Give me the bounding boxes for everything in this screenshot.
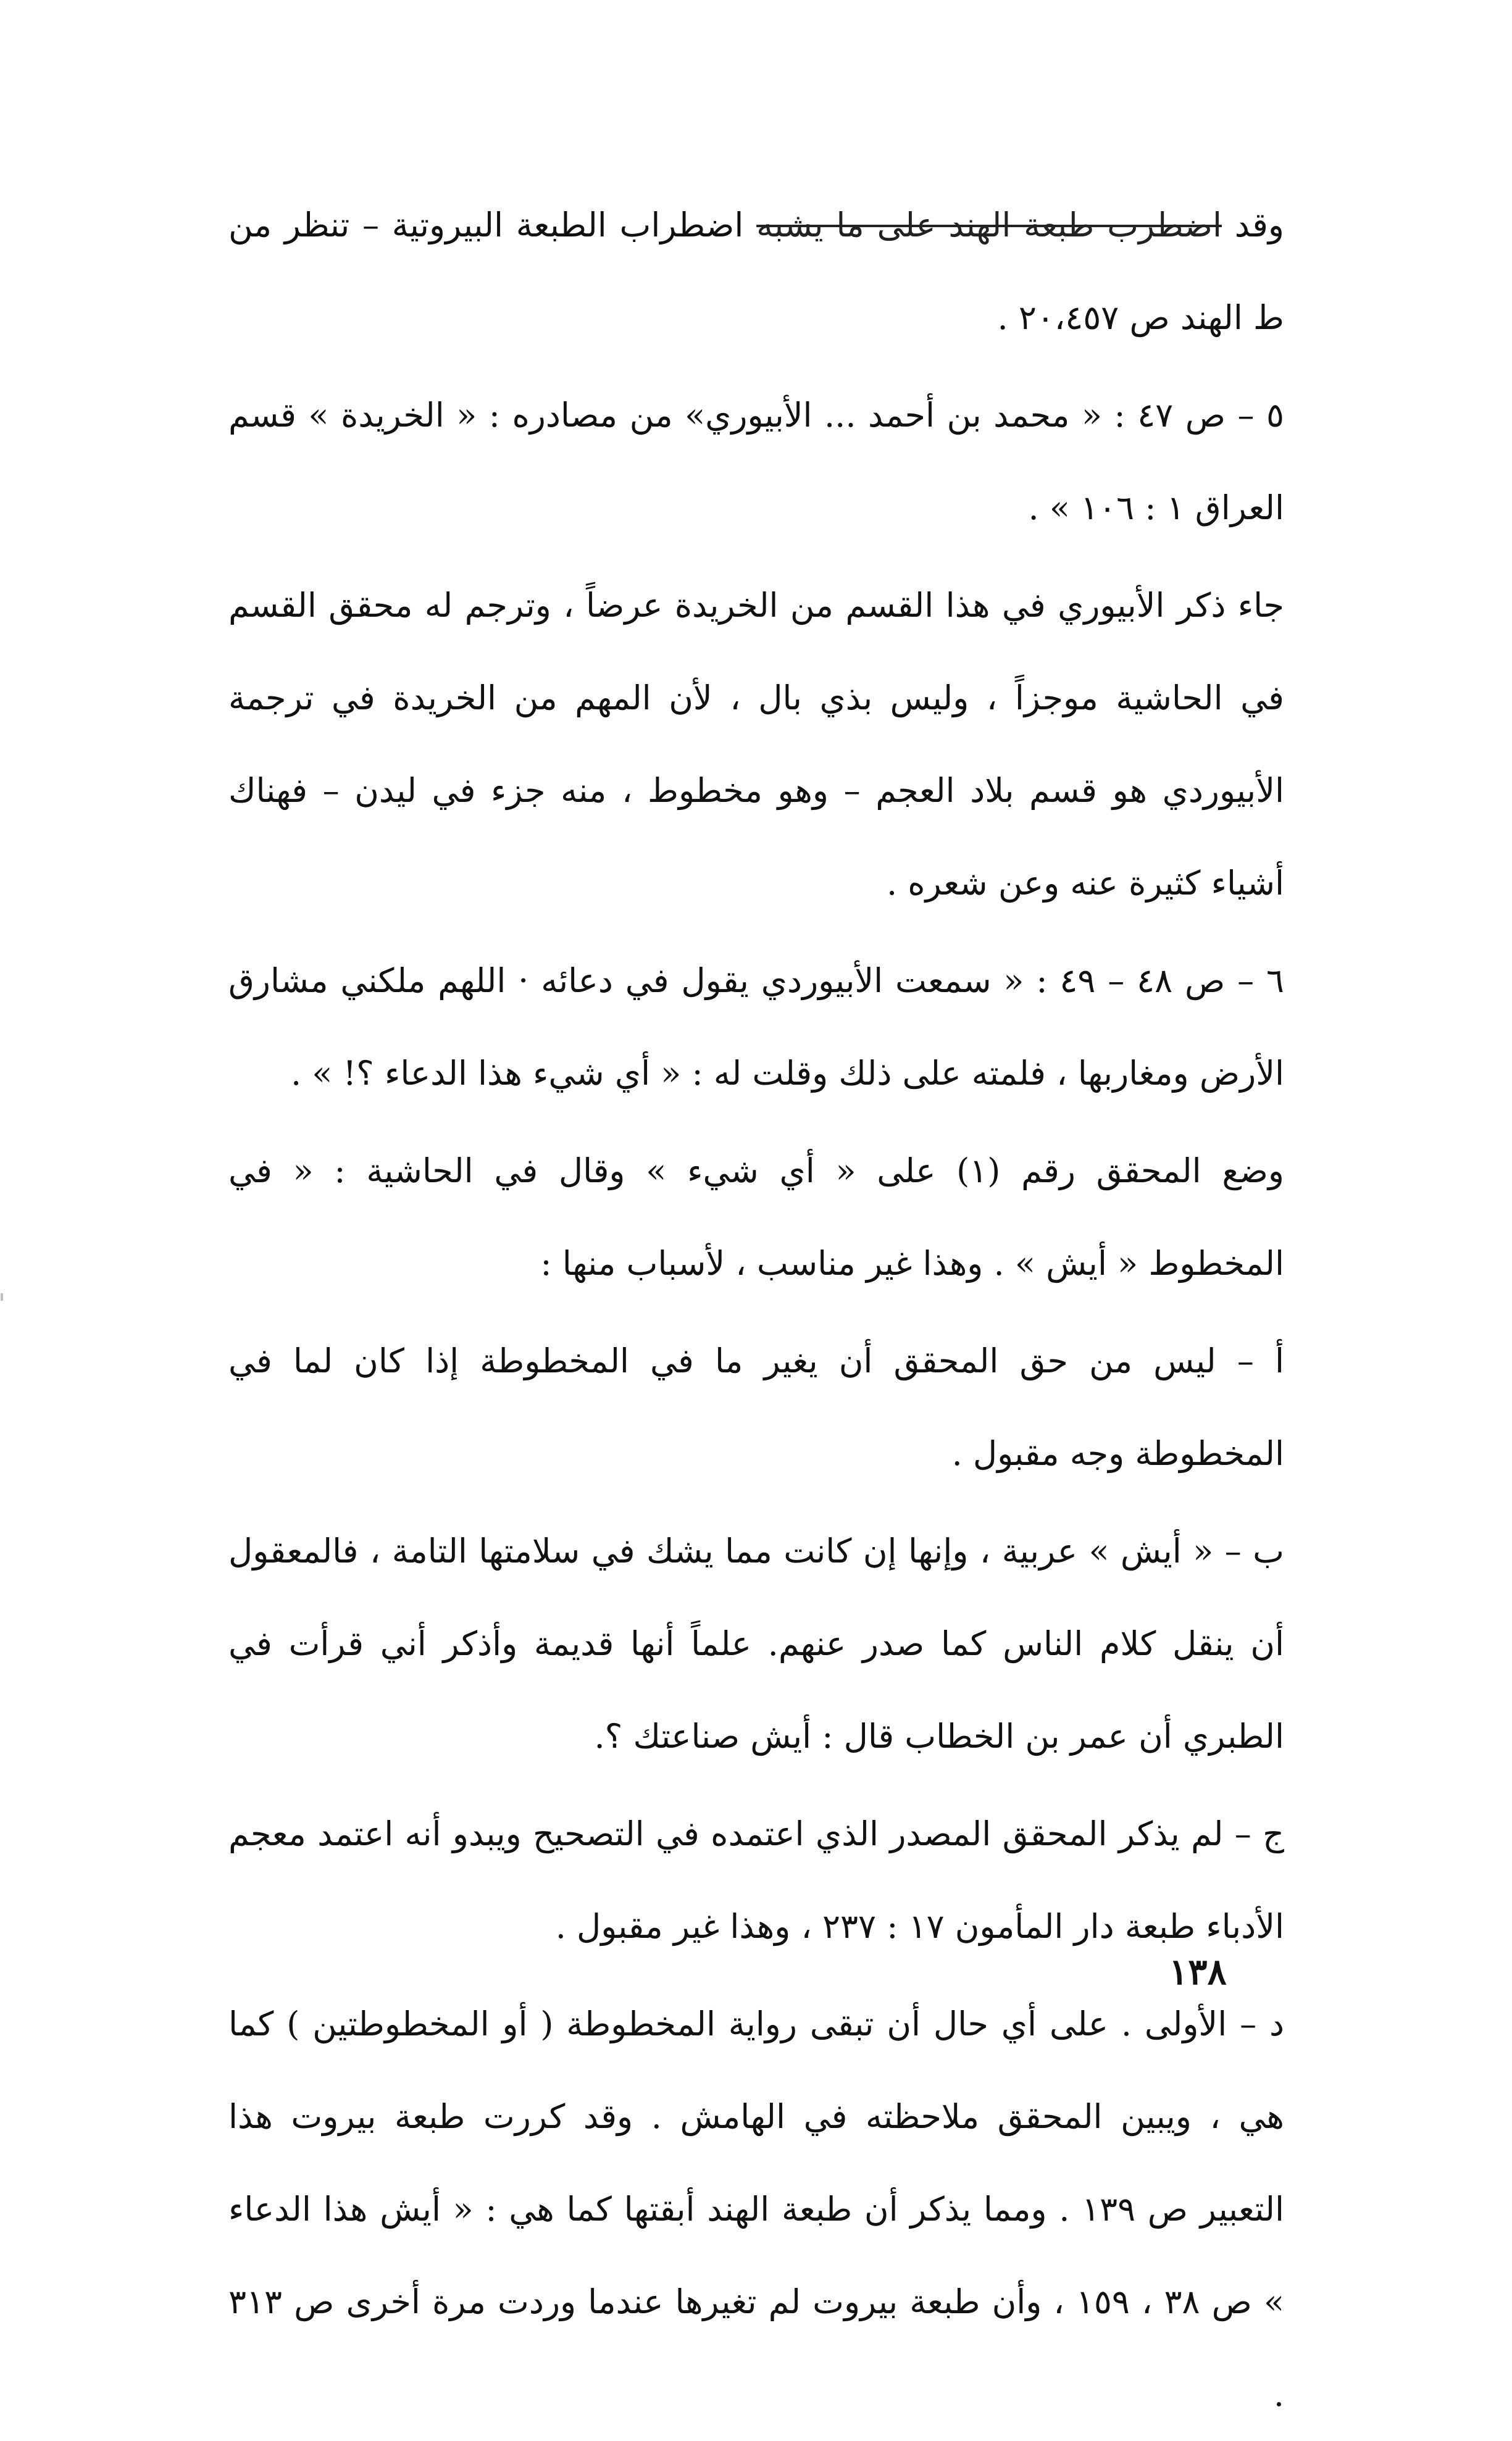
struck-out-text: اضطرب طبعة الهند على ما يشبه — [756, 206, 1222, 244]
paragraph-point-dal: د – الأولى . على أي حال أن تبقى رواية المخطوطة ( أو المخطوطتين ) كما هي ، ويبين المحقق ملاحظته في الهامش . وقد كررت طبعة بيروت هذا التعبير ص ١٣٩ . ومما يذكر أن طبعة الهند أبقتها كما هي : « أيش هذا الدعاء » ص ٣٨ ، ١٥٩ ، وأن طبعة بيروت لم تغيرها عندما وردت مرة أخرى ص ٣١٣ . — [228, 2005, 1285, 2414]
intro-continuation: اضطراب الطبعة البيروتية – تنظر من ط الهند ص ٢٠،٤٥٧ . — [228, 206, 1284, 337]
page-number: ١٣٨ — [1169, 1951, 1227, 1993]
scan-margin-mark — [1, 1293, 3, 1301]
paragraph-point-ba: ب – « أيش » عربية ، وإنها إن كانت مما يشك في سلامتها التامة ، فالمعقول أن ينقل كلام الناس كما صدر عنهم. علماً أنها قديمة وأذكر أني قرأت في الطبري أن عمر بن الخطاب قال : أيش صناعتك ؟. — [228, 1532, 1284, 1756]
paragraph-note-6: ٦ – ص ٤٨ – ٤٩ : « سمعت الأبيوردي يقول في دعائه · اللهم ملكني مشارق الأرض ومغاربها ، فلمته على ذلك وقلت له : « أي شيء هذا الدعاء ؟! » . — [228, 961, 1284, 1093]
paragraph-commentary-5: جاء ذكر الأبيوري في هذا القسم من الخريدة عرضاً ، وترجم له محقق القسم في الحاشية موجزاً ، وليس بذي بال ، لأن المهم من الخريدة في ترجمة الأبيوردي هو قسم بلاد العجم – وهو مخطوط ، منه جزء في ليدن – فهناك أشياء كثيرة عنه وعن شعره . — [228, 586, 1284, 903]
paragraph-intro — [228, 179, 1284, 364]
paragraph-commentary-6: وضع المحقق رقم (١) على « أي شيء » وقال في الحاشية : « في المخطوط « أيش » . وهذا غير مناسب ، لأسباب منها : — [228, 1151, 1284, 1283]
paragraph-point-alif: أ – ليس من حق المحقق أن يغير ما في المخطوطة إذا كان لما في المخطوطة وجه مقبول . — [228, 1342, 1284, 1473]
page-body — [228, 179, 1284, 2441]
paragraph-point-jim: ج – لم يذكر المحقق المصدر الذي اعتمده في التصحيح ويبدو أنه اعتمد معجم الأدباء طبعة دار المأمون ١٧ : ٢٣٧ ، وهذا غير مقبول . — [228, 1814, 1284, 1946]
intro-lead-word: وقد — [1234, 206, 1284, 244]
paragraph-note-5: ٥ – ص ٤٧ : « محمد بن أحمد ... الأبيوري» من مصادره : « الخريدة » قسم العراق ١ : ١٠٦ » . — [228, 396, 1285, 527]
